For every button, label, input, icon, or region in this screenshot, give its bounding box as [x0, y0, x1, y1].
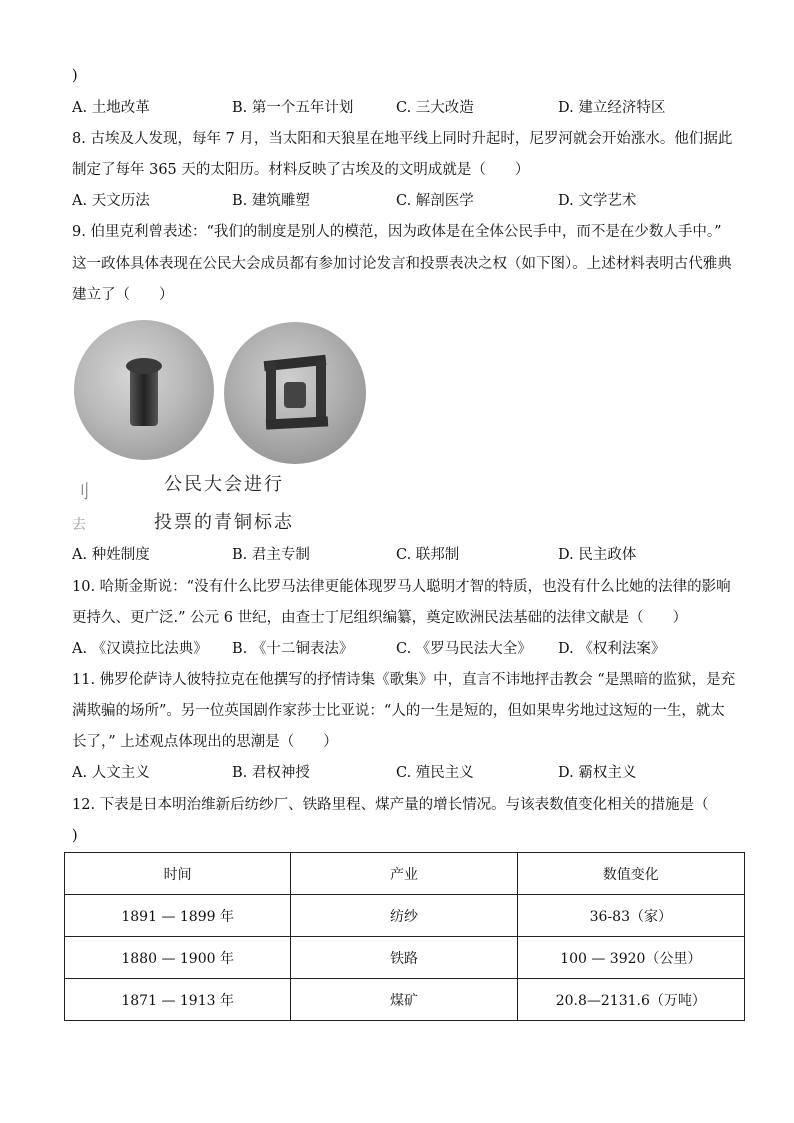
option-b[interactable]: B. 《十二铜表法》: [232, 641, 354, 657]
table-header-change: 数值变化: [517, 853, 744, 895]
table-cell: 36-83（家）: [517, 895, 744, 937]
option-c[interactable]: C. 联邦制: [396, 547, 460, 563]
question-10-options: [72, 639, 732, 659]
option-a[interactable]: A. 天文历法: [72, 193, 150, 209]
meiji-industry-table: [64, 852, 745, 1021]
option-d[interactable]: D. 霸权主义: [558, 765, 637, 781]
question-9-options: [72, 545, 732, 565]
question-8-stem-line2: 制定了每年 365 天的太阳历。材料反映了古埃及的文明成就是（ ）: [72, 162, 530, 178]
option-d[interactable]: D. 文学艺术: [558, 193, 637, 209]
option-d[interactable]: D. 《权利法案》: [558, 641, 666, 657]
question-11-stem-line2: 满欺骗的场所”。另一位英国剧作家莎士比亚说：“人的一生是短的，但如果卑劣地过这短的一生，就太: [72, 703, 725, 719]
table-header-row: [65, 853, 745, 895]
question-7-stem-end: ): [72, 68, 78, 84]
table-cell: 1880 — 1900 年: [65, 937, 291, 979]
token-center-peg-top: [126, 358, 162, 374]
figure-side-fragment: 刂: [72, 482, 92, 503]
option-c[interactable]: C. 解剖医学: [396, 193, 474, 209]
question-8-options: [72, 191, 732, 211]
option-a[interactable]: A. 人文主义: [72, 765, 150, 781]
table-row: [65, 895, 745, 937]
option-d[interactable]: D. 民主政体: [558, 547, 637, 563]
question-12-stem-end: ): [72, 828, 78, 844]
table-header-industry: 产业: [291, 853, 517, 895]
token-bar-left: [266, 362, 276, 422]
question-9-stem-line3: 建立了（ ）: [72, 287, 174, 303]
option-c[interactable]: C. 三大改造: [396, 100, 474, 116]
question-10-stem-line2: 更持久、更广泛.” 公元 6 世纪，由查士丁尼组织编纂，奠定欧洲民法基础的法律文献是（ ）: [72, 610, 688, 626]
table-cell: 纺纱: [291, 895, 517, 937]
table-cell: 铁路: [291, 937, 517, 979]
table-cell: 20.8—2131.6（万吨）: [517, 979, 744, 1021]
option-c[interactable]: C. 殖民主义: [396, 765, 474, 781]
question-12-stem-line1: 12. 下表是日本明治维新后纺纱厂、铁路里程、煤产量的增长情况。与该表数值变化相关的措施是（: [72, 797, 709, 813]
option-d[interactable]: D. 建立经济特区: [558, 100, 666, 116]
table-cell: 煤矿: [291, 979, 517, 1021]
token-bar-right: [316, 360, 326, 418]
figure-side-fragment: 去: [72, 517, 88, 533]
bronze-voting-tokens-figure: [68, 318, 368, 540]
question-7-options: [72, 98, 732, 118]
option-c[interactable]: C. 《罗马民法大全》: [396, 641, 532, 657]
option-b[interactable]: B. 第一个五年计划: [232, 100, 354, 116]
table-row: [65, 979, 745, 1021]
question-10-stem-line1: 10. 哈斯金斯说：“没有什么比罗马法律更能体现罗马人聪明才智的特质，也没有什么比她的法律的影响: [72, 579, 731, 595]
question-8-stem-line1: 8. 古埃及人发现，每年 7 月，当太阳和天狼星在地平线上同时升起时，尼罗河就会开始涨水。他们据此: [72, 131, 733, 147]
figure-caption-line1: 公民大会进行: [164, 474, 284, 495]
option-a[interactable]: A. 《汉谟拉比法典》: [72, 641, 208, 657]
table-cell: 100 — 3920（公里）: [517, 937, 744, 979]
question-11-stem-line3: 长了，” 上述观点体现出的思潮是（ ）: [72, 734, 338, 750]
question-9-stem-line2: 这一政体具体表现在公民大会成员都有参加讨论发言和投票表决之权（如下图）。上述材料表明古代雅典: [72, 256, 732, 272]
table-header-time: 时间: [65, 853, 291, 895]
option-b[interactable]: B. 君权神授: [232, 765, 310, 781]
option-b[interactable]: B. 建筑雕塑: [232, 193, 310, 209]
table-cell: 1871 — 1913 年: [65, 979, 291, 1021]
option-a[interactable]: A. 种姓制度: [72, 547, 150, 563]
option-b[interactable]: B. 君主专制: [232, 547, 310, 563]
table-row: [65, 937, 745, 979]
token-center-hole: [284, 382, 306, 408]
figure-caption-line2: 投票的青铜标志: [154, 512, 294, 533]
question-9-stem-line1: 9. 伯里克利曾表述：“我们的制度是别人的模范，因为政体是在全体公民手中，而不是在少数人手中。”: [72, 224, 722, 240]
table-cell: 1891 — 1899 年: [65, 895, 291, 937]
question-11-stem-line1: 11. 佛罗伦萨诗人彼特拉克在他撰写的抒情诗集《歌集》中，直言不讳地抨击教会 “是黑暗的监狱，是充: [72, 672, 736, 688]
question-11-options: [72, 763, 732, 783]
option-a[interactable]: A. 土地改革: [72, 100, 150, 116]
